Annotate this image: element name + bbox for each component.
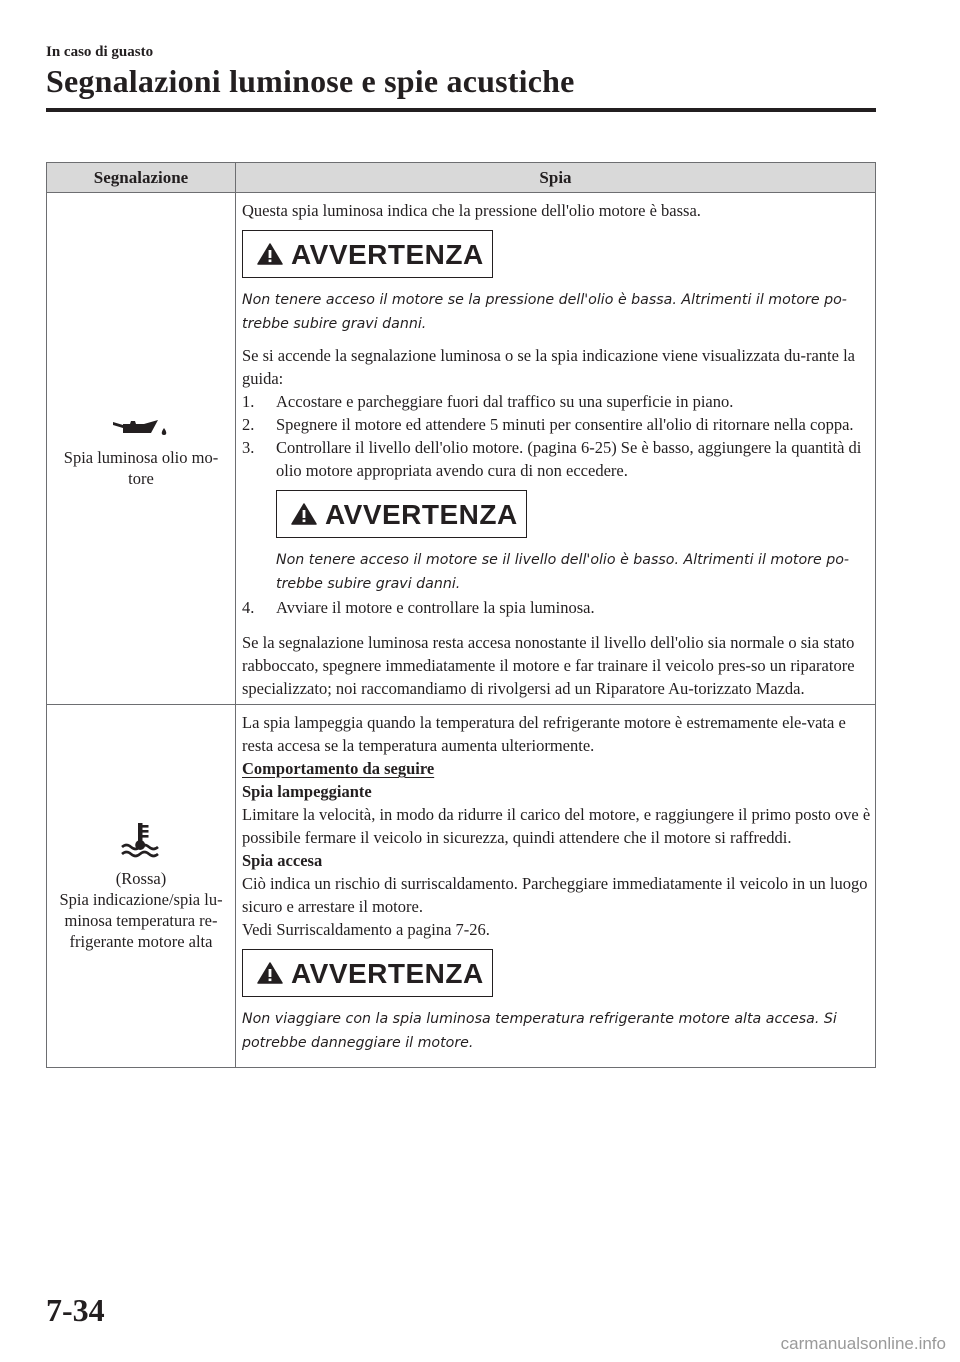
indicator-cell xyxy=(47,705,236,1068)
column-header-spia: Spia xyxy=(236,163,876,193)
warning-label: AVVERTENZA xyxy=(291,957,484,989)
indicator-table xyxy=(46,162,876,1068)
paragraph: Ciò indica un rischio di surriscaldamento. Parcheggiare immediatamente il veicolo in un luogo sicuro e arrestare il motore. xyxy=(242,874,868,916)
on-heading: Spia accesa xyxy=(242,851,323,870)
cross-reference: Vedi Surriscaldamento a pagina 7-26. xyxy=(242,920,490,939)
warning-triangle-icon xyxy=(291,503,317,525)
steps-list xyxy=(242,390,871,482)
list-item: 2. Spegnere il motore ed attendere 5 minuti per consentire all'olio di ritornare nella coppa. xyxy=(242,415,854,434)
steps-list xyxy=(242,596,871,619)
warning-text: Non tenere acceso il motore se il livello dell'olio è basso. Altrimenti il motore po-trebbe subire gravi danni. xyxy=(276,552,850,592)
coolant-temperature-icon xyxy=(53,821,229,864)
behaviour-heading: Comportamento da seguire xyxy=(242,759,435,778)
column-header-segnalazione: Segnalazione xyxy=(47,163,236,193)
title-rule xyxy=(46,108,876,112)
paragraph: Se si accende la segnalazione luminosa o se la spia indicazione viene visualizzata du-rante la guida: xyxy=(242,346,855,388)
table-row xyxy=(47,705,876,1068)
section-label: In caso di guasto xyxy=(46,44,154,60)
warning-box xyxy=(276,490,527,538)
indicator-name: Spia luminosa olio mo-tore xyxy=(63,448,219,488)
table-row xyxy=(47,193,876,705)
nested-warning xyxy=(242,482,871,596)
warning-text: Non tenere acceso il motore se la pressione dell'olio è bassa. Altrimenti il motore po-trebbe subire gravi danni. xyxy=(242,292,847,332)
warning-text: Non viaggiare con la spia luminosa temperatura refrigerante motore alta accesa. Si potrebbe danneggiare il motore. xyxy=(242,1011,837,1051)
description-cell xyxy=(236,705,876,1068)
warning-box xyxy=(242,949,493,997)
color-note: (Rossa) xyxy=(115,868,167,888)
watermark: carmanualsonline.info xyxy=(780,1334,946,1353)
blink-heading: Spia lampeggiante xyxy=(242,782,372,801)
table-header-row xyxy=(47,163,876,193)
page-number: 7-34 xyxy=(46,1292,105,1328)
indicator-name: Spia indicazione/spia lu-minosa temperatura re-frigerante motore alta xyxy=(59,889,223,951)
subheading xyxy=(242,757,871,780)
intro-text: Questa spia luminosa indica che la pressione dell'olio motore è bassa. xyxy=(242,201,701,220)
warning-label: AVVERTENZA xyxy=(291,238,484,270)
warning-triangle-icon xyxy=(257,243,283,265)
intro-text: La spia lampeggia quando la temperatura del refrigerante motore è estremamente ele-vata e resta accesa se la temperatura aumenta ulteriormente. xyxy=(242,713,846,755)
paragraph: Se la segnalazione luminosa resta accesa nonostante il livello dell'olio sia normale o sia stato rabboccato, spegnere immediatamente il motore e far trainare il veicolo pres-so un riparatore specializzato; noi raccomandiamo di rivolgersi ad un Riparatore Au-torizzato Mazda. xyxy=(242,633,855,698)
warning-triangle-icon xyxy=(257,962,283,984)
warning-box xyxy=(242,230,493,278)
oil-pressure-icon xyxy=(53,416,229,445)
list-item: 3. Controllare il livello dell'olio motore. (pagina 6-25) Se è basso, aggiungere la quantità di olio motore appropriata avendo cura di non eccedere. xyxy=(242,438,862,480)
list-item: 4. Avviare il motore e controllare la spia luminosa. xyxy=(242,598,595,617)
paragraph: Limitare la velocità, in modo da ridurre il carico del motore, e raggiungere il primo posto ove è possibile fermare il veicolo in sicurezza, quindi attendere che il motore si raffreddi. xyxy=(242,805,871,847)
page-title: Segnalazioni luminose e spie acustiche xyxy=(46,63,575,99)
warning-label: AVVERTENZA xyxy=(325,498,518,530)
list-item: 1. Accostare e parcheggiare fuori dal traffico su una superficie in piano. xyxy=(242,392,734,411)
description-cell xyxy=(236,193,876,705)
indicator-cell xyxy=(47,193,236,705)
